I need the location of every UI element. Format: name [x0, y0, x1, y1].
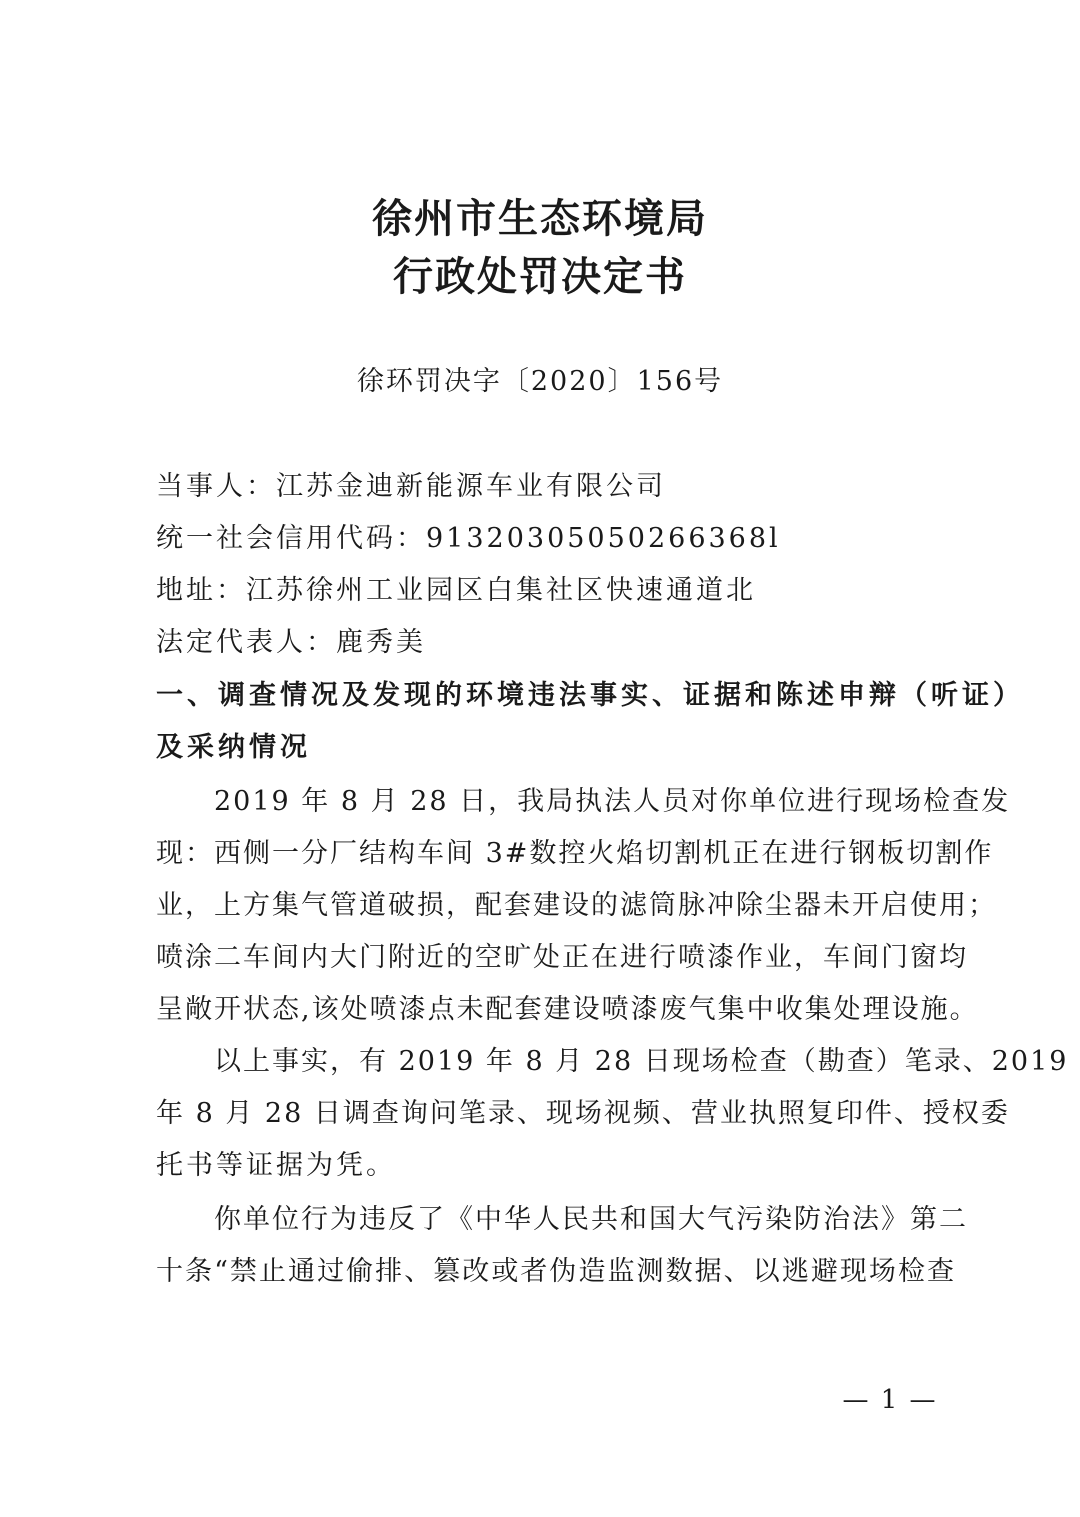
document-number: 徐环罚决字〔2020〕156号: [356, 366, 724, 397]
paragraph-line: 喷涂二车间内大门附近的空旷处正在进行喷漆作业，车间门窗均: [156, 942, 968, 973]
paragraph-line: 2019 年 8 月 28 日，我局执法人员对你单位进行现场检查发: [156, 786, 1011, 817]
paragraph-line: 以上事实，有 2019 年 8 月 28 日现场检查（勘查）笔录、2019: [156, 1046, 1069, 1077]
party-address: 地址：江苏徐州工业园区白集社区快速通道北: [156, 575, 756, 606]
paragraph-line: 现：西侧一分厂结构车间 3#数控火焰切割机正在进行钢板切割作: [156, 838, 994, 869]
paragraph-line: 年 8 月 28 日调查询问笔录、现场视频、营业执照复印件、授权委: [156, 1098, 1010, 1129]
paragraph-line: 呈敞开状态,该处喷漆点未配套建设喷漆废气集中收集处理设施。: [156, 994, 979, 1025]
party-name: 当事人：江苏金迪新能源车业有限公司: [156, 471, 666, 502]
paragraph-line: 业，上方集气管道破损，配套建设的滤筒脉冲除尘器未开启使用；: [156, 890, 997, 921]
credit-code: 统一社会信用代码：91320305050266368l: [156, 523, 781, 554]
section-heading: 一、调查情况及发现的环境违法事实、证据和陈述申辩（听证）: [156, 680, 1024, 711]
paragraph-line: 你单位行为违反了《中华人民共和国大气污染防治法》第二: [156, 1204, 968, 1235]
paragraph-line: 托书等证据为凭。: [156, 1150, 396, 1181]
paragraph-line: 十条“禁止通过偷排、篡改或者伪造监测数据、以逃避现场检查: [156, 1256, 956, 1287]
document-title: 行政处罚决定书: [393, 253, 687, 300]
page-number: — 1 —: [842, 1385, 938, 1415]
section-heading-continued: 及采纳情况: [156, 732, 311, 763]
legal-representative: 法定代表人：鹿秀美: [156, 627, 426, 658]
agency-title: 徐州市生态环境局: [372, 195, 708, 242]
